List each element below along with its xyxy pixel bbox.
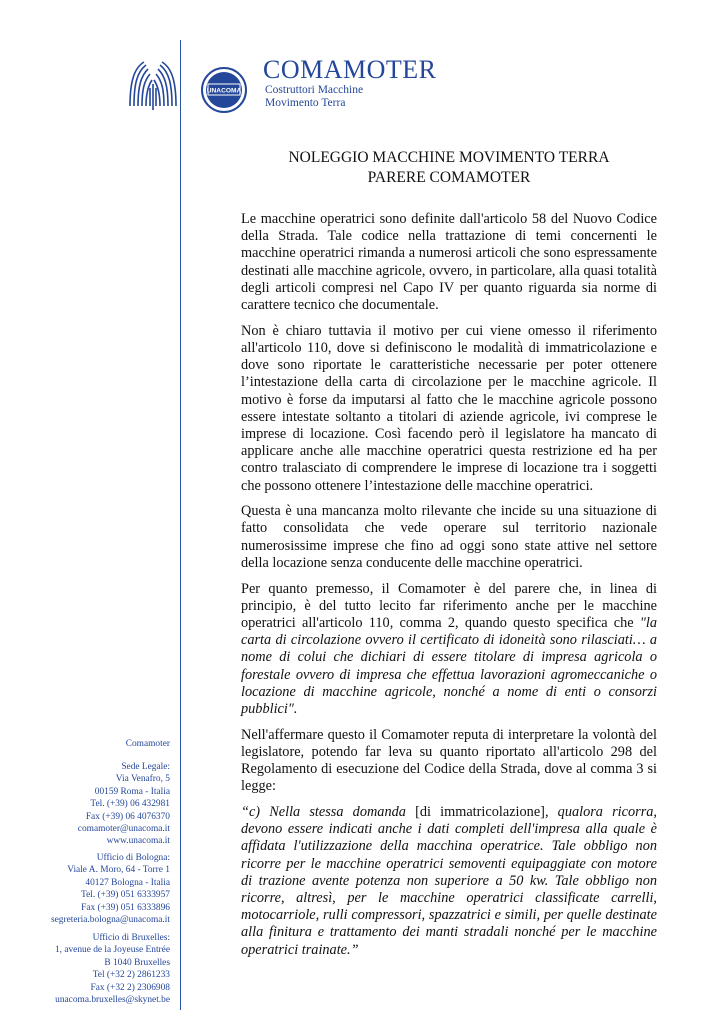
- sidebar-company-name: Comamoter: [125, 739, 170, 749]
- brand-subtitle: Costruttori Macchine Movimento Terra: [265, 84, 364, 109]
- document-title: [241, 148, 657, 188]
- title-line-1: NOLEGGIO MACCHINE MOVIMENTO TERRA: [288, 149, 610, 166]
- document-body: [241, 211, 657, 967]
- article-110-quote: "la carta di circolazione ovvero il certificato di idoneità sono rilasciati… a nome di colui che dichiari di essere titolare di impresa agricola o forestale ovvero di impresa che effettua lavorazioni agromeccaniche o locazione di macchine agricole, nonché a nome di enti o consorzi pubblici".: [241, 614, 657, 717]
- comamoter-emblem-icon: [124, 52, 262, 120]
- paragraph-6: “c) Nella stessa domanda [di immatricolazione], qualora ricorra, devono essere indicati anche i dati completi dell'impresa alla quale è affidata l'utilizzazione della macchina operatrice. Tale obbligo non ricorre per le macchine operatrici semoventi equipaggiate con motore di trazione avente potenza non superiore a 50 kw. Tale obbligo non ricorre, altresì, per le macchine operatrici classificate carrelli, motocarriole, rulli compressori, spazzatrici e simili, per quelle destinate alla finitura e trattamento dei manti stradali nonché per le macchine operatrici trainate.”: [241, 804, 658, 958]
- header-logo: [124, 52, 437, 120]
- paragraph-4: Per quanto premesso, il Comamoter è del parere che, in linea di principio, è del tutto lecito far riferimento anche per le macchine operatrici all'articolo 110, comma 2, quando questo specifica che "la carta di circolazione ovvero il certificato di idoneità sono rilasciati… a nome di colui che dichiari di essere titolare di impresa agricola o forestale ovvero di impresa che effettua lavorazioni agromeccaniche o locazione di macchine agricole, nonché a nome di enti o consorzi pubblici".: [241, 580, 657, 717]
- sidebar-bologna-office: Ufficio di Bologna: Viale A. Moro, 64 - Torre 1 40127 Bologna - Italia Tel. (+39) 051 6333957 Fax (+39) 051 6333896 segreteria.bologna@unacoma.it: [50, 853, 170, 926]
- svg-text:UNACOMA: UNACOMA: [206, 87, 242, 95]
- sidebar-bruxelles-office: Ufficio di Bruxelles: 1, avenue de la Joyeuse Entrée B 1040 Bruxelles Tel (+32 2) 2861233 Fax (+32 2) 2306908 unacoma.bruxelles@skynet.be: [54, 933, 170, 1006]
- vertical-rule: [180, 40, 181, 1010]
- sidebar-legal-office: Sede Legale: Via Venafro, 5 00159 Roma - Italia Tel. (+39) 06 432981 Fax (+39) 06 4076370 comamoter@unacoma.it www.unacoma.it: [77, 762, 170, 847]
- title-line-2: PARERE COMAMOTER: [367, 169, 531, 186]
- brand-name: COMAMOTER: [263, 55, 437, 84]
- paragraph-3: Questa è una mancanza molto rilevante che incide su una situazione di fatto consolidata che vede operare sul territorio nazionale numerosissime imprese che fino ad oggi sono state attive nel settore della locazione senza conducente delle macchine operatrici.: [241, 503, 657, 571]
- paragraph-2: Non è chiaro tuttavia il motivo per cui viene omesso il riferimento all'articolo 110, dove si definiscono le modalità di immatricolazione e dove sono riportate le caratteristiche necessarie per poter ottenere l’intestazione della carta di circolazione per le macchine agricole. Il motivo è forse da imputarsi al fatto che le macchine agricole possono essere intestate soltanto a titolari di aziende agricole, ivi comprese le imprese di locazione. Così facendo però il legislatore ha mancato di applicare anche alle macchine operatrici questa restrizione ed ha per contro tralasciato di comprendere le imprese di locazione tra i soggetti che possono ottenere l’intestazione delle macchine operatrici.: [241, 322, 657, 494]
- paragraph-5: Nell'affermare questo il Comamoter reputa di interpretare la volontà del legislatore, potendo far leva su quanto riportato all'articolo 298 del Regolamento di esecuzione del Codice della Strada, dove al comma 3 si legge:: [241, 726, 657, 795]
- paragraph-1: Le macchine operatrici sono definite dall'articolo 58 del Nuovo Codice della Strada. Tale codice nella trattazione di temi concernenti le macchine operatrici rimanda a numerosi articoli che sono espressamente destinati alle macchine agricole, ovvero, in particolare, alla quasi totalità degli articoli compresi nel Capo IV per quanto riguarda sia norme di carattere tecnico che documentale.: [241, 211, 657, 314]
